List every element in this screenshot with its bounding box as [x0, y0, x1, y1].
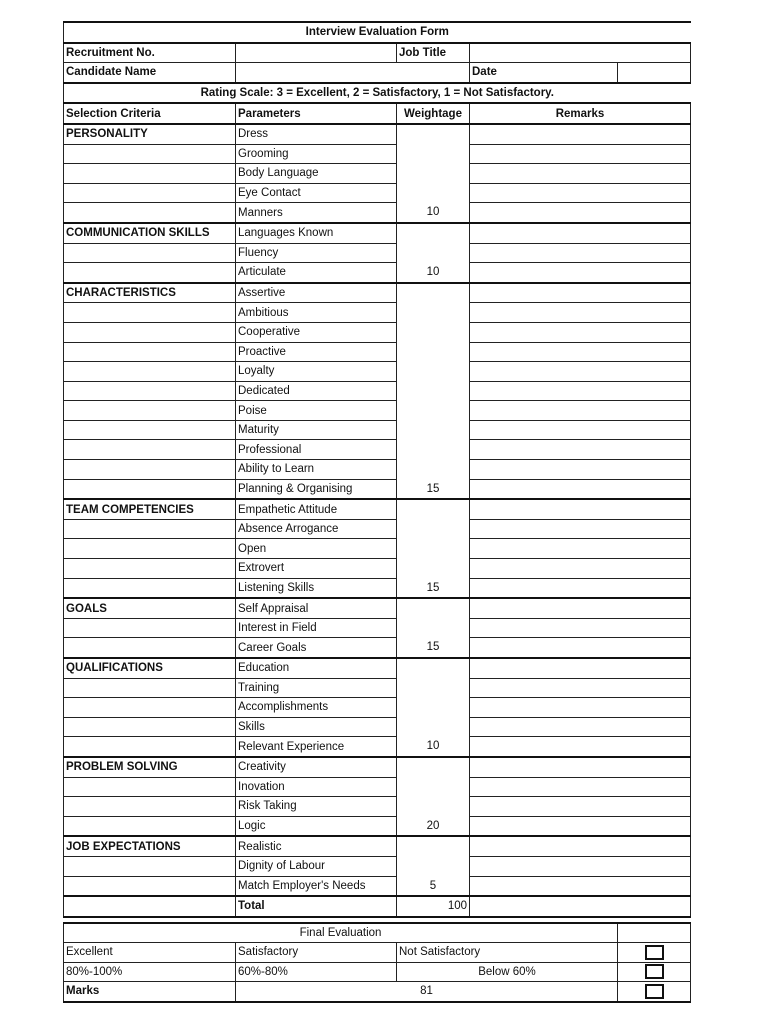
- parameter-label: Body Language: [236, 164, 397, 184]
- weightage-blank: [397, 223, 470, 243]
- section-name: GOALS: [64, 598, 236, 618]
- parameter-label: Education: [236, 658, 397, 678]
- section-blank-cell: [64, 381, 236, 401]
- weightage-blank: [397, 460, 470, 480]
- section-blank-cell: [64, 183, 236, 203]
- weightage-value: 15: [397, 638, 470, 658]
- remarks-field[interactable]: [470, 678, 691, 698]
- remarks-field[interactable]: [470, 124, 691, 144]
- recruitment-input[interactable]: [236, 43, 397, 63]
- section-blank-cell: [64, 243, 236, 263]
- remarks-field[interactable]: [470, 223, 691, 243]
- section-blank-cell: [64, 144, 236, 164]
- parameter-label: Dress: [236, 124, 397, 144]
- section-blank-cell: [64, 342, 236, 362]
- weightage-value: 15: [397, 578, 470, 598]
- parameter-label: Training: [236, 678, 397, 698]
- remarks-field[interactable]: [470, 658, 691, 678]
- final-evaluation-table: [63, 922, 691, 1003]
- weightage-value: 10: [397, 263, 470, 283]
- not-satisfactory-checkbox[interactable]: [645, 984, 664, 999]
- parameter-label: Risk Taking: [236, 797, 397, 817]
- section-blank-cell: [64, 737, 236, 757]
- remarks-field[interactable]: [470, 539, 691, 559]
- parameter-label: Extrovert: [236, 559, 397, 579]
- weightage-blank: [397, 856, 470, 876]
- section-blank-cell: [64, 164, 236, 184]
- parameter-label: Dedicated: [236, 381, 397, 401]
- parameter-label: Manners: [236, 203, 397, 223]
- weightage-value: 10: [397, 737, 470, 757]
- weightage-blank: [397, 717, 470, 737]
- weightage-blank: [397, 362, 470, 382]
- not-satisfactory-range: Below 60%: [397, 962, 618, 982]
- section-name: JOB EXPECTATIONS: [64, 836, 236, 856]
- section-blank-cell: [64, 203, 236, 223]
- weightage-blank: [397, 401, 470, 421]
- parameter-label: Ambitious: [236, 303, 397, 323]
- remarks-field[interactable]: [470, 203, 691, 223]
- section-blank-cell: [64, 816, 236, 836]
- header-criteria: Selection Criteria: [64, 103, 236, 124]
- header-parameters: Parameters: [236, 103, 397, 124]
- remarks-field[interactable]: [470, 362, 691, 382]
- job-title-input[interactable]: [470, 43, 691, 63]
- total-label: Total: [236, 896, 397, 917]
- checkbox-cell-3: [618, 982, 691, 1002]
- parameter-label: Logic: [236, 816, 397, 836]
- weightage-blank: [397, 440, 470, 460]
- parameter-label: Ability to Learn: [236, 460, 397, 480]
- section-blank-cell: [64, 440, 236, 460]
- weightage-blank: [397, 243, 470, 263]
- remarks-field[interactable]: [470, 283, 691, 303]
- remarks-field[interactable]: [470, 876, 691, 896]
- remarks-field[interactable]: [470, 598, 691, 618]
- parameter-label: Creativity: [236, 757, 397, 777]
- section-blank-cell: [64, 519, 236, 539]
- weightage-blank: [397, 322, 470, 342]
- section-blank-cell: [64, 698, 236, 718]
- parameter-label: Realistic: [236, 836, 397, 856]
- remarks-field[interactable]: [470, 499, 691, 519]
- candidate-label: Candidate Name: [64, 63, 236, 83]
- date-input[interactable]: [618, 63, 691, 83]
- remarks-field[interactable]: [470, 303, 691, 323]
- parameter-label: Open: [236, 539, 397, 559]
- remarks-field[interactable]: [470, 698, 691, 718]
- checkbox-cell-1: [618, 943, 691, 963]
- remarks-field[interactable]: [470, 342, 691, 362]
- parameter-label: Proactive: [236, 342, 397, 362]
- weightage-blank: [397, 598, 470, 618]
- satisfactory-checkbox[interactable]: [645, 964, 664, 979]
- weightage-blank: [397, 678, 470, 698]
- section-blank-cell: [64, 618, 236, 638]
- parameter-label: Absence Arrogance: [236, 519, 397, 539]
- section-blank-cell: [64, 638, 236, 658]
- section-blank-cell: [64, 322, 236, 342]
- weightage-blank: [397, 499, 470, 519]
- total-blank: [64, 896, 236, 917]
- remarks-field[interactable]: [470, 757, 691, 777]
- parameter-label: Fluency: [236, 243, 397, 263]
- weightage-blank: [397, 836, 470, 856]
- weightage-blank: [397, 303, 470, 323]
- parameter-label: Cooperative: [236, 322, 397, 342]
- section-blank-cell: [64, 797, 236, 817]
- remarks-field[interactable]: [470, 460, 691, 480]
- weightage-blank: [397, 283, 470, 303]
- remarks-field[interactable]: [470, 243, 691, 263]
- weightage-blank: [397, 797, 470, 817]
- section-blank-cell: [64, 717, 236, 737]
- section-blank-cell: [64, 420, 236, 440]
- checkbox-cell-2: [618, 962, 691, 982]
- final-evaluation-title: Final Evaluation: [64, 923, 618, 943]
- evaluation-form: [63, 21, 690, 1003]
- parameter-label: Listening Skills: [236, 578, 397, 598]
- parameter-label: Assertive: [236, 283, 397, 303]
- remarks-field[interactable]: [470, 381, 691, 401]
- section-blank-cell: [64, 303, 236, 323]
- remarks-field[interactable]: [470, 479, 691, 499]
- satisfactory-range: 60%-80%: [236, 962, 397, 982]
- section-blank-cell: [64, 362, 236, 382]
- parameter-label: Planning & Organising: [236, 479, 397, 499]
- remarks-field[interactable]: [470, 638, 691, 658]
- evaluation-table: [63, 21, 691, 918]
- weightage-value: 5: [397, 876, 470, 896]
- remarks-field[interactable]: [470, 816, 691, 836]
- section-name: QUALIFICATIONS: [64, 658, 236, 678]
- satisfactory-label: Satisfactory: [236, 943, 397, 963]
- parameter-label: Skills: [236, 717, 397, 737]
- weightage-blank: [397, 698, 470, 718]
- remarks-field[interactable]: [470, 578, 691, 598]
- section-blank-cell: [64, 401, 236, 421]
- parameter-label: Maturity: [236, 420, 397, 440]
- section-blank-cell: [64, 856, 236, 876]
- parameter-label: Languages Known: [236, 223, 397, 243]
- section-blank-cell: [64, 777, 236, 797]
- remarks-field[interactable]: [470, 420, 691, 440]
- remarks-field[interactable]: [470, 836, 691, 856]
- remarks-field[interactable]: [470, 618, 691, 638]
- date-label: Date: [470, 63, 618, 83]
- parameter-label: Interest in Field: [236, 618, 397, 638]
- parameter-label: Inovation: [236, 777, 397, 797]
- parameter-label: Accomplishments: [236, 698, 397, 718]
- remarks-field[interactable]: [470, 144, 691, 164]
- parameter-label: Dignity of Labour: [236, 856, 397, 876]
- weightage-value: 10: [397, 203, 470, 223]
- header-remarks: Remarks: [470, 103, 691, 124]
- weightage-blank: [397, 144, 470, 164]
- excellent-range: 80%-100%: [64, 962, 236, 982]
- weightage-blank: [397, 124, 470, 144]
- section-blank-cell: [64, 479, 236, 499]
- section-blank-cell: [64, 539, 236, 559]
- parameter-label: Loyalty: [236, 362, 397, 382]
- total-remarks-blank: [470, 896, 691, 917]
- weightage-blank: [397, 757, 470, 777]
- remarks-field[interactable]: [470, 777, 691, 797]
- section-blank-cell: [64, 263, 236, 283]
- section-blank-cell: [64, 678, 236, 698]
- weightage-blank: [397, 342, 470, 362]
- parameter-label: Match Employer's Needs: [236, 876, 397, 896]
- weightage-blank: [397, 164, 470, 184]
- section-name: PERSONALITY: [64, 124, 236, 144]
- weightage-blank: [397, 658, 470, 678]
- weightage-blank: [397, 183, 470, 203]
- remarks-field[interactable]: [470, 322, 691, 342]
- rating-scale: Rating Scale: 3 = Excellent, 2 = Satisfactory, 1 = Not Satisfactory.: [64, 83, 691, 104]
- weightage-blank: [397, 559, 470, 579]
- recruitment-label: Recruitment No.: [64, 43, 236, 63]
- not-satisfactory-label: Not Satisfactory: [397, 943, 618, 963]
- section-name: COMMUNICATION SKILLS: [64, 223, 236, 243]
- weightage-value: 20: [397, 816, 470, 836]
- parameter-label: Poise: [236, 401, 397, 421]
- excellent-checkbox[interactable]: [645, 945, 664, 960]
- remarks-field[interactable]: [470, 183, 691, 203]
- weightage-blank: [397, 381, 470, 401]
- parameter-label: Career Goals: [236, 638, 397, 658]
- weightage-blank: [397, 539, 470, 559]
- candidate-input[interactable]: [236, 63, 470, 83]
- weightage-value: 15: [397, 479, 470, 499]
- total-value: 100: [397, 896, 470, 917]
- weightage-blank: [397, 777, 470, 797]
- remarks-field[interactable]: [470, 401, 691, 421]
- header-weightage: Weightage: [397, 103, 470, 124]
- final-evaluation-spacer: [618, 923, 691, 943]
- section-blank-cell: [64, 559, 236, 579]
- section-blank-cell: [64, 578, 236, 598]
- remarks-field[interactable]: [470, 737, 691, 757]
- remarks-field[interactable]: [470, 717, 691, 737]
- weightage-blank: [397, 420, 470, 440]
- remarks-field[interactable]: [470, 440, 691, 460]
- form-title: Interview Evaluation Form: [64, 22, 691, 43]
- section-name: TEAM COMPETENCIES: [64, 499, 236, 519]
- parameter-label: Empathetic Attitude: [236, 499, 397, 519]
- marks-value: 81: [236, 982, 618, 1002]
- remarks-field[interactable]: [470, 164, 691, 184]
- section-name: PROBLEM SOLVING: [64, 757, 236, 777]
- remarks-field[interactable]: [470, 559, 691, 579]
- weightage-blank: [397, 618, 470, 638]
- section-blank-cell: [64, 876, 236, 896]
- marks-label: Marks: [64, 982, 236, 1002]
- parameter-label: Relevant Experience: [236, 737, 397, 757]
- remarks-field[interactable]: [470, 263, 691, 283]
- parameter-label: Eye Contact: [236, 183, 397, 203]
- remarks-field[interactable]: [470, 797, 691, 817]
- parameter-label: Self Appraisal: [236, 598, 397, 618]
- section-name: CHARACTERISTICS: [64, 283, 236, 303]
- section-blank-cell: [64, 460, 236, 480]
- parameter-label: Articulate: [236, 263, 397, 283]
- remarks-field[interactable]: [470, 519, 691, 539]
- excellent-label: Excellent: [64, 943, 236, 963]
- parameter-label: Grooming: [236, 144, 397, 164]
- weightage-blank: [397, 519, 470, 539]
- parameter-label: Professional: [236, 440, 397, 460]
- remarks-field[interactable]: [470, 856, 691, 876]
- job-title-label: Job Title: [397, 43, 470, 63]
